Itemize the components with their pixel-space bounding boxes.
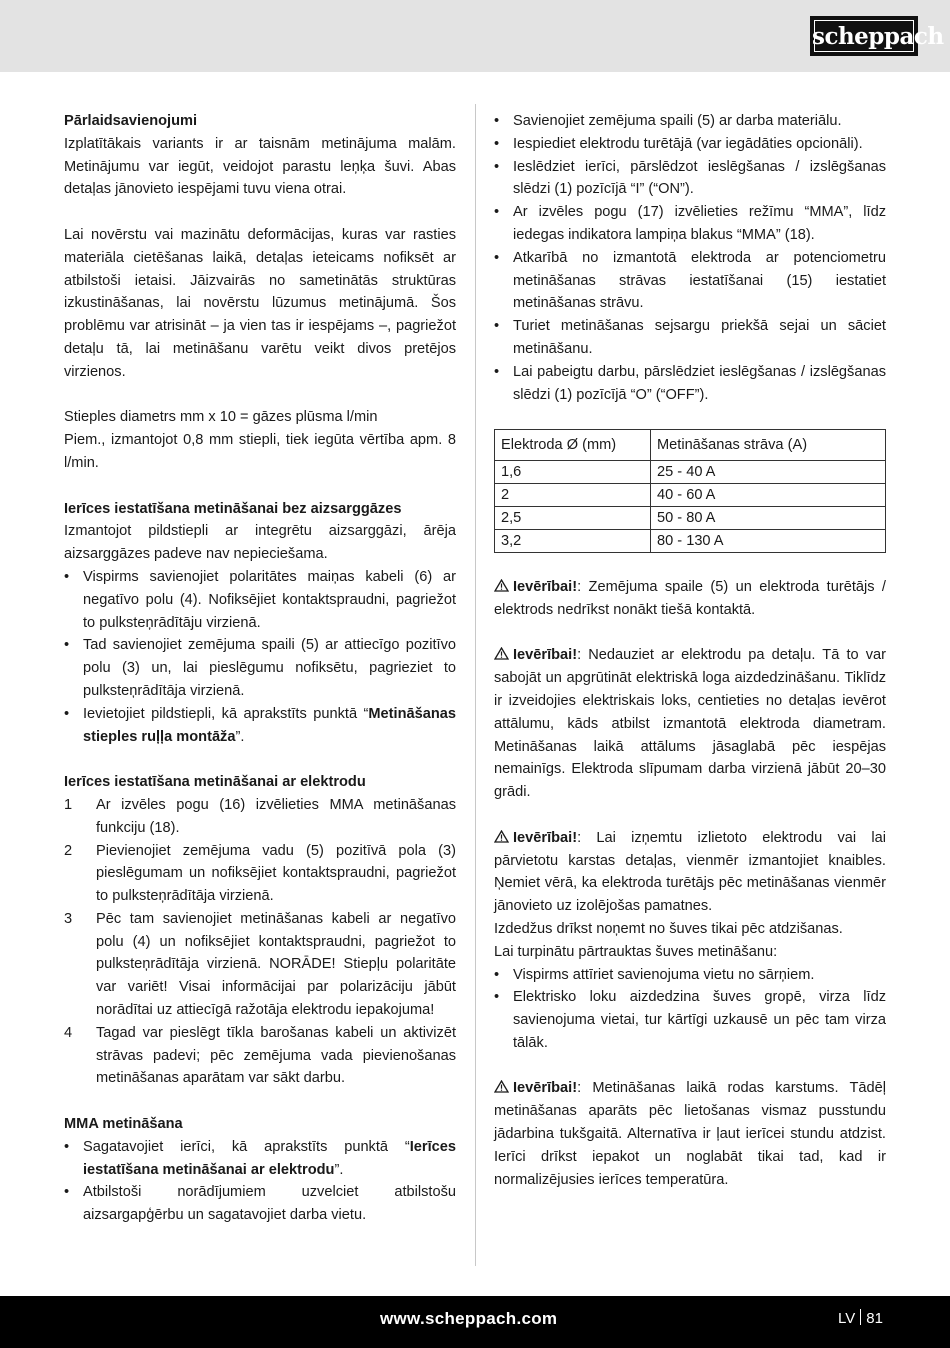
- table-header-cell: Metināšanas strāva (A): [651, 430, 886, 461]
- list-item: • Elektrisko loku aizdedzina šuves gropē, virza līdz savienojuma vietai, tur kārtīgi uzkausē un pēc tam virza tālāk.: [494, 986, 886, 1054]
- warning-icon: [494, 579, 509, 592]
- table-row: [495, 530, 886, 553]
- paragraph: Piem., izmantojot 0,8 mm stiepli, tiek iegūta vērtība apm. 8 l/min.: [64, 432, 456, 471]
- section-heading: Pārlaidsavienojumi: [64, 113, 198, 129]
- table-cell: 3,2: [495, 530, 651, 553]
- table-cell: 40 - 60 A: [651, 484, 886, 507]
- page-footer: [0, 1296, 950, 1348]
- table-row: [495, 484, 886, 507]
- warning-note: Ievērībai!: Nedauziet ar elektrodu pa detaļu. Tā to var sabojāt un apgrūtināt elektriskā loga aizdedzināšanu. Tiklīdz ir izveidojies elektriskais loks, centieties no detaļas ievērot attālumu, kāds atbilst izmantotā elektroda diametram. Metināšanas laikā attālums jāsaglabā pēc iespējas nemainīgs. Elektroda slīpumam darba virzienā jābūt 20–30 grādi.: [494, 647, 886, 801]
- warning-block: [494, 827, 886, 1055]
- table-cell: 2: [495, 484, 651, 507]
- section-heading: Ierīces iestatīšana metināšanai bez aizsarggāzes: [64, 500, 402, 517]
- bullet-list: [64, 566, 456, 748]
- list-item: • Atbilstoši norādījumiem uzvelciet atbilstošu aizsargapģērbu un sagatavojiet darba vietu.: [64, 1181, 456, 1227]
- list-item: • Iespiediet elektrodu turētājā (var iegādāties opcionāli).: [494, 133, 886, 156]
- brand-logo: scheppach: [810, 16, 918, 56]
- table-row: [495, 507, 886, 530]
- paragraph: Izmantojot pildstiepli ar integrētu aizsarggāzi, ārēja aizsarggāzes padeve nav nepieciešama.: [64, 523, 456, 563]
- table-cell: 80 - 130 A: [651, 530, 886, 553]
- page-header: [0, 0, 950, 72]
- list-item: • Ievietojiet pildstiepli, kā aprakstīts punktā “Metināšanas stieples ruļļa montāža”.: [64, 703, 456, 749]
- list-item: • Savienojiet zemējuma spaili (5) ar darba materiālu.: [494, 110, 886, 133]
- left-column: [64, 110, 456, 1227]
- section-gasless-setup: [64, 498, 456, 749]
- separator: [860, 1309, 861, 1325]
- list-item: • Ieslēdziet ierīci, pārslēdzot ieslēgšanas / izslēgšanas slēdzi (1) pozīcījā “I” (“ON”).: [494, 156, 886, 202]
- warning-icon: [494, 1080, 509, 1093]
- list-item: • Tad savienojiet zemējuma spaili (5) ar attiecīgo pozitīvo polu (3) un, lai pieslēgumu nofiksētu, pagrieziet to pulksteņrādītāja virzienā.: [64, 634, 456, 702]
- list-item: 2 Pievienojiet zemējuma vadu (5) pozitīvā pola (3) pieslēgumam un nofiksējiet kontaktspraudni, pagriežot to pulksteņrādītāja virzienā.: [64, 842, 456, 905]
- column-divider: [475, 104, 476, 1266]
- table-cell: 25 - 40 A: [651, 461, 886, 484]
- cross-reference: Ierīces iestatīšana metināšanai ar elektrodu: [83, 1138, 456, 1178]
- language-code: LV: [838, 1310, 856, 1327]
- list-item: 1 Ar izvēles pogu (16) izvēlieties MMA metināšanas funkciju (18).: [64, 796, 456, 836]
- warning-icon: [494, 830, 509, 843]
- warning-note: Ievērībai!: Metināšanas laikā rodas karstums. Tādēļ metināšanas aparāts pēc lietošanas vismaz pusstundu jādarbina tukšgaitā. Alternatīva ir ļaut ierīcei stundu atdzist. Ierīci drīkst iepakot un noglabāt tikai tad, kad ir normalizējusies ierīces temperatūra.: [494, 1080, 886, 1188]
- list-item: • Vispirms attīriet savienojuma vietu no sārņiem.: [494, 964, 886, 987]
- table-header-row: [495, 430, 886, 461]
- formula-line: Stieples diametrs mm x 10 = gāzes plūsma l/min: [64, 409, 378, 426]
- table-cell: 50 - 80 A: [651, 507, 886, 530]
- paragraph: Izdedžus drīkst noņemt no šuves tikai pēc atdzišanas.: [494, 920, 843, 937]
- list-item: 4 Tagad var pieslēgt tīkla barošanas kabeli un aktivizēt strāvas padevi; pēc zemējuma vada pievienošanas metināšanas aparātam var sākt darbu.: [64, 1024, 456, 1087]
- list-item: 3 Pēc tam savienojiet metināšanas kabeli ar negatīvo polu (4) un nofiksējiet kontaktspraudni, pagriežot to pulksteņrādītāja virzienā. NORĀDE! Stiepļu polaritāte var variēt! Visai informācijai par polarizāciju jābūt norādītai uz attiecīgā ražotāja elektrodu iepakojuma!: [64, 910, 456, 1019]
- numbered-list: [64, 794, 456, 1090]
- paragraph: Lai turpinātu pārtrauktas šuves metināšanu:: [494, 943, 778, 960]
- bullet-list: [494, 110, 886, 406]
- section-heading: MMA metināšana: [64, 1116, 183, 1133]
- list-item: • Vispirms savienojiet polaritātes maiņas kabeli (6) ar negatīvo polu (4). Nofiksējiet kontaktspraudni, pagriežot to pulksteņrādītāju virzienā.: [64, 566, 456, 634]
- page-info: [838, 1296, 883, 1342]
- list-item: • Turiet metināšanas sejsargu priekšā sejai un sāciet metināšanu.: [494, 315, 886, 361]
- right-column: [494, 110, 886, 1191]
- bullet-list: [64, 1136, 456, 1227]
- list-item: • Atkarībā no izmantotā elektroda ar potenciometru metināšanas strāvas iestatīšanai (15) iestatiet metināšanas strāvu.: [494, 247, 886, 315]
- table-header-cell: Elektroda Ø (mm): [495, 430, 651, 461]
- paragraph: Lai novērstu vai mazinātu deformācijas, kuras var rasties materiāla cietēšanas laikā, detaļas ieteicams nofiksēt ar atbilstoši ietaisi. Jāizvairās no sametinātās struktūras izkustināšanas, lai novērstu lūzumus metinājumā. Šos problēmu var atrisināt – ja vien tas ir iespējams –, pagriežot detaļu tā, lai metināšanu varētu veikt divos pretējos virzienos.: [64, 226, 456, 380]
- page-number: 81: [866, 1310, 883, 1327]
- list-item: • Sagatavojiet ierīci, kā aprakstīts punktā “Ierīces iestatīšana metināšanai ar elektrodu”.: [64, 1136, 456, 1182]
- section-electrode-setup: [64, 771, 456, 1090]
- cross-reference: Metināšanas stieples ruļļa montāža: [83, 705, 456, 745]
- table-cell: 1,6: [495, 461, 651, 484]
- warning-note: Ievērībai!: Zemējuma spaile (5) un elektroda turētājs / elektrods nedrīkst nonākt tiešā kontaktā.: [494, 578, 886, 618]
- section-overlap-joints: [64, 110, 456, 201]
- list-item: • Lai pabeigtu darbu, pārslēdziet ieslēgšanas / izslēgšanas slēdzi (1) pozīcījā “O” (“OFF”).: [494, 361, 886, 407]
- table-row: [495, 461, 886, 484]
- section-mma-welding: [64, 1113, 456, 1227]
- warning-icon: [494, 647, 509, 660]
- list-item: • Ar izvēles pogu (17) izvēlieties režīmu “MMA”, līdz iedegas indikatora lampiņa blakus “MMA” (18).: [494, 201, 886, 247]
- table-cell: 2,5: [495, 507, 651, 530]
- paragraph: Izplatītākais variants ir ar taisnām metinājuma malām. Metinājumu var iegūt, veidojot parastu leņķa šuvi. Abas detaļas jānovieto iespējami tuvu viena otrai.: [64, 135, 456, 198]
- bullet-list: [494, 964, 886, 1055]
- section-heading: Ierīces iestatīšana metināšanai ar elektrodu: [64, 774, 366, 791]
- website-link[interactable]: www.scheppach.com: [380, 1309, 558, 1328]
- warning-note: Ievērībai!: Lai izņemtu izlietoto elektrodu vai lai pārvietotu karstas detaļas, vienmēr izmantojiet knaibles. Ņemiet vērā, ka elektroda turētājs pēc metināšanas vienmēr jānovieto uz izolējošas pamatnes.: [494, 829, 886, 915]
- electrode-current-table: [494, 429, 886, 553]
